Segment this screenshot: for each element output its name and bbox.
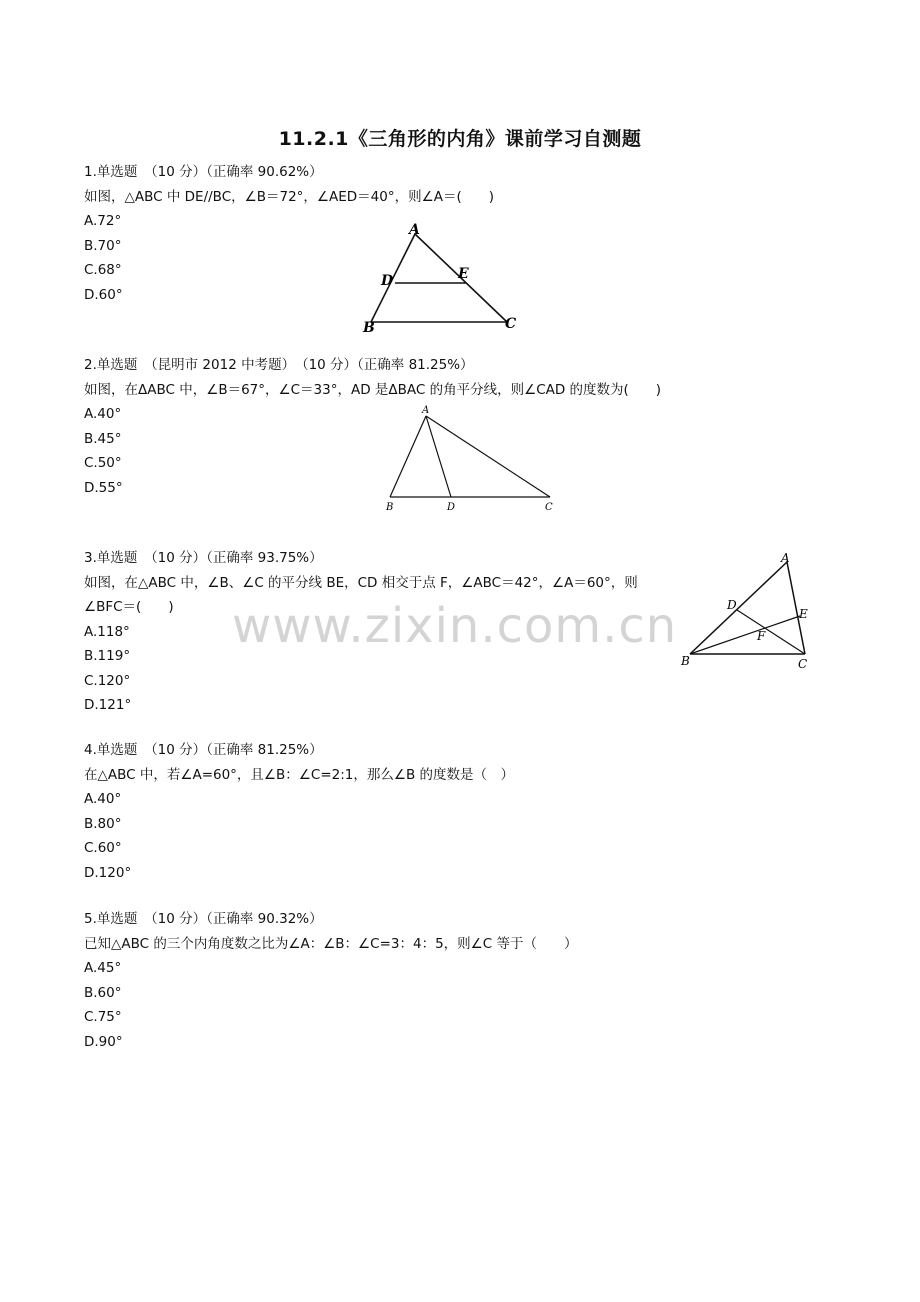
- question-stem: 如图，在ΔABC 中，∠B＝67°，∠C＝33°，AD 是ΔBAC 的角平分线，则∠CAD 的度数为( ): [84, 381, 662, 398]
- option-c[interactable]: C.50°: [84, 455, 122, 471]
- option-a[interactable]: A.45°: [84, 960, 122, 976]
- option-b[interactable]: B.80°: [84, 815, 122, 832]
- page-title: 11.2.1《三角形的内角》课前学习自测题: [278, 128, 642, 150]
- triangle-figure-2: [378, 400, 563, 519]
- option-b[interactable]: B.119°: [84, 648, 131, 664]
- point-label-f: F: [757, 629, 766, 643]
- option-b[interactable]: B.70°: [84, 237, 122, 254]
- point-label-b: B: [386, 502, 394, 513]
- question-header: 1.单选题 （10 分）（正确率 90.62%）: [84, 164, 323, 180]
- option-d[interactable]: D.121°: [84, 697, 132, 713]
- point-label-a: A: [781, 551, 790, 565]
- option-a[interactable]: A.40°: [84, 406, 122, 422]
- point-label-c: C: [505, 316, 517, 332]
- question-stem: 如图，△ABC 中 DE//BC，∠B＝72°，∠AED＝40°，则∠A＝( ): [84, 188, 494, 205]
- watermark: www.zixin.com.cn: [232, 598, 678, 654]
- point-label-b: B: [681, 654, 690, 668]
- question-3: [84, 546, 664, 718]
- question-4: [84, 738, 514, 885]
- question-stem: 在△ABC 中，若∠A=60°，且∠B：∠C=2:1，那么∠B 的度数是（ ）: [84, 766, 515, 783]
- point-label-c: C: [545, 502, 553, 513]
- option-b[interactable]: B.60°: [84, 984, 122, 1001]
- point-label-a: A: [422, 405, 430, 416]
- option-d[interactable]: D.55°: [84, 479, 123, 496]
- option-a[interactable]: A.72°: [84, 213, 122, 229]
- point-label-e: E: [799, 607, 808, 621]
- question-header: 5.单选题 （10 分）（正确率 90.32%）: [84, 911, 323, 927]
- option-d[interactable]: D.90°: [84, 1033, 123, 1050]
- point-label-d: D: [447, 502, 456, 513]
- question-header: 3.单选题 （10 分）（正确率 93.75%）: [84, 550, 323, 566]
- question-stem: 已知△ABC 的三个内角度数之比为∠A：∠B：∠C=3：4：5，则∠C 等于（ ）: [84, 935, 578, 952]
- option-a[interactable]: A.40°: [84, 791, 122, 807]
- option-c[interactable]: C.75°: [84, 1009, 122, 1025]
- option-d[interactable]: D.120°: [84, 864, 132, 881]
- triangle-figure-1: [355, 220, 530, 342]
- point-label-d: D: [727, 598, 737, 612]
- question-stem: 如图，在△ABC 中，∠B、∠C 的平分线 BE，CD 相交于点 F，∠ABC＝42°，∠A＝60°，则∠BFC＝( ): [84, 574, 638, 615]
- option-d[interactable]: D.60°: [84, 286, 123, 303]
- option-b[interactable]: B.45°: [84, 430, 122, 447]
- option-c[interactable]: C.120°: [84, 672, 131, 689]
- option-c[interactable]: C.60°: [84, 840, 122, 856]
- point-label-a: A: [409, 222, 420, 238]
- point-label-e: E: [458, 266, 469, 282]
- option-c[interactable]: C.68°: [84, 262, 122, 278]
- option-a[interactable]: A.118°: [84, 623, 130, 640]
- question-header: 4.单选题 （10 分）（正确率 81.25%）: [84, 742, 323, 758]
- point-label-c: C: [798, 657, 808, 671]
- question-2: [84, 353, 661, 500]
- triangle-figure-3: [675, 540, 825, 679]
- question-5: [84, 907, 578, 1054]
- point-label-b: B: [363, 320, 375, 336]
- question-header: 2.单选题 （昆明市 2012 中考题） （10 分）（正确率 81.25%）: [84, 357, 474, 373]
- point-label-d: D: [381, 273, 394, 289]
